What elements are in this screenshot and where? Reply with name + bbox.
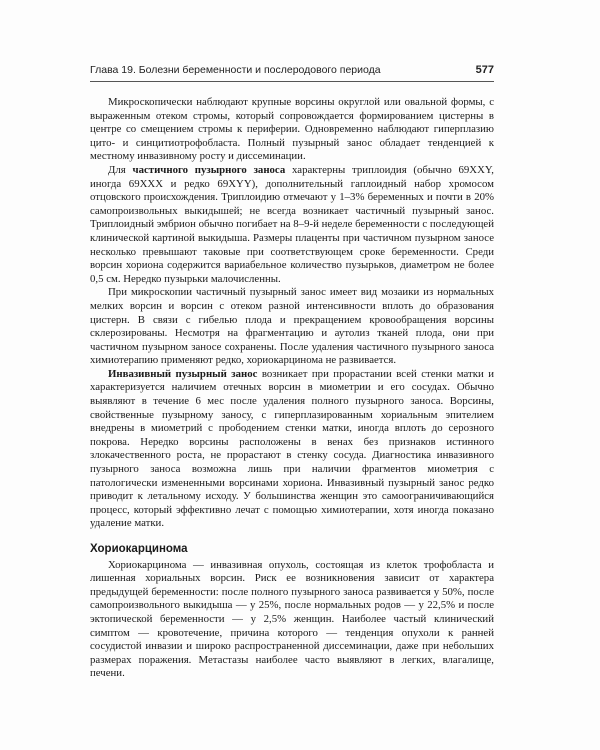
paragraph: При микроскопии частичный пузырный занос имеет вид мозаики из нормальных мелких ворсин и ворсин с отеком разной интенсивности вплоть до образования цистерн. В связи с гибелью плода и прекращением кровообращения ворсины склерозированы. Несмотря на фрагментацию и аутолиз тканей плода, они при частичном пузырном заносе сохранены. После удаления частичного пузырного заноса химиотерапию применяют редко, хориокарцинома не развивается. xyxy=(90,286,494,367)
term-invasive-mole: Инвазивный пузырный занос xyxy=(108,367,258,380)
paragraph: Для частичного пузырного заноса характерны триплоидия (обычно 69XXY, иногда 69XXX и редко 69XYY), дополнительный гаплоидный набор хромосом отцовского происхождения. Триплоидию отмечают у 1–3% беременных и почти в 20% самопроизвольных выкидышей; не всегда возникает частичный пузырный занос. Триплоидный эмбрион обычно погибает на 8–9-й неделе беременности с последующей клинической картиной выкидыша. Размеры плаценты при частичном пузырном заносе несколько превышают таковые при соответствующем сроке беременности. Среди ворсин хориона содержится вариабельное количество пузырьков, диаметром не более 0,5 см. Нередко пузырьки малочисленны. xyxy=(90,163,495,285)
chapter-title: Глава 19. Болезни беременности и послеродового периода xyxy=(90,64,381,76)
body-text xyxy=(90,96,494,681)
header-rule xyxy=(90,81,494,82)
paragraph: Хориокарцинома — инвазивная опухоль, состоящая из клеток трофобласта и лишенная хориальных ворсин. Риск ее возникновения зависит от характера предыдущей беременности: после полного пузырного заноса развивается у 50%, после самопроизвольного выкидыша — у 25%, после нормальных родов — у 22,5% и после эктопической беременности — у 2,5% женщин. Наиболее частый клинический симптом — кровотечение, причина которого — тенденция опухоли к ранней сосудистой инвазии и широко распространенной диссеминации, даже при небольших размерах поражения. Метастазы наиболее часто выявляют в легких, влагалище, печени. xyxy=(90,558,494,680)
term-partial-mole: частичного пузырного заноса xyxy=(132,163,286,176)
running-header xyxy=(90,64,494,76)
paragraph: Инвазивный пузырный занос возникает при прорастании всей стенки матки и характеризуется наличием отечных ворсин в миометрии и его сосудах. Обычно выявляют в течение 6 мес после удаления полного пузырного заноса. Ворсины, свойственные пузырному заносу, с гиперплазированным хориальным эпителием внедрены в миометрий с прободением стенки матки, иногда вплоть до серозного покрова. Нередко ворсины расположены в венах без признаков истинного злокачественного роста, не прорастают в стенку сосуда. Диагностика инвазивного пузырного заноса возможна лишь при наличии фрагментов миометрия с патологически измененными ворсинами хориона. Инвазивный пузырный занос редко приводит к летальному исходу. У большинства женщин это самоограничивающийся процесс, который эффективно лечат с помощью химиотерапии, хотя иногда показано удаление матки. xyxy=(90,367,495,530)
paragraph: Микроскопически наблюдают крупные ворсины округлой или овальной формы, с выраженным отеком стромы, который сопровождается формированием цистерны в центре со смещением стромы к периферии. Одновременно наблюдают гиперплазию цито- и синцитиотрофобласта. Полный пузырный занос обладает тенденцией к местному инвазивному росту и диссеминации. xyxy=(90,96,494,163)
page-number: 577 xyxy=(475,64,494,76)
section-heading: Хориокарцинома xyxy=(90,543,188,555)
